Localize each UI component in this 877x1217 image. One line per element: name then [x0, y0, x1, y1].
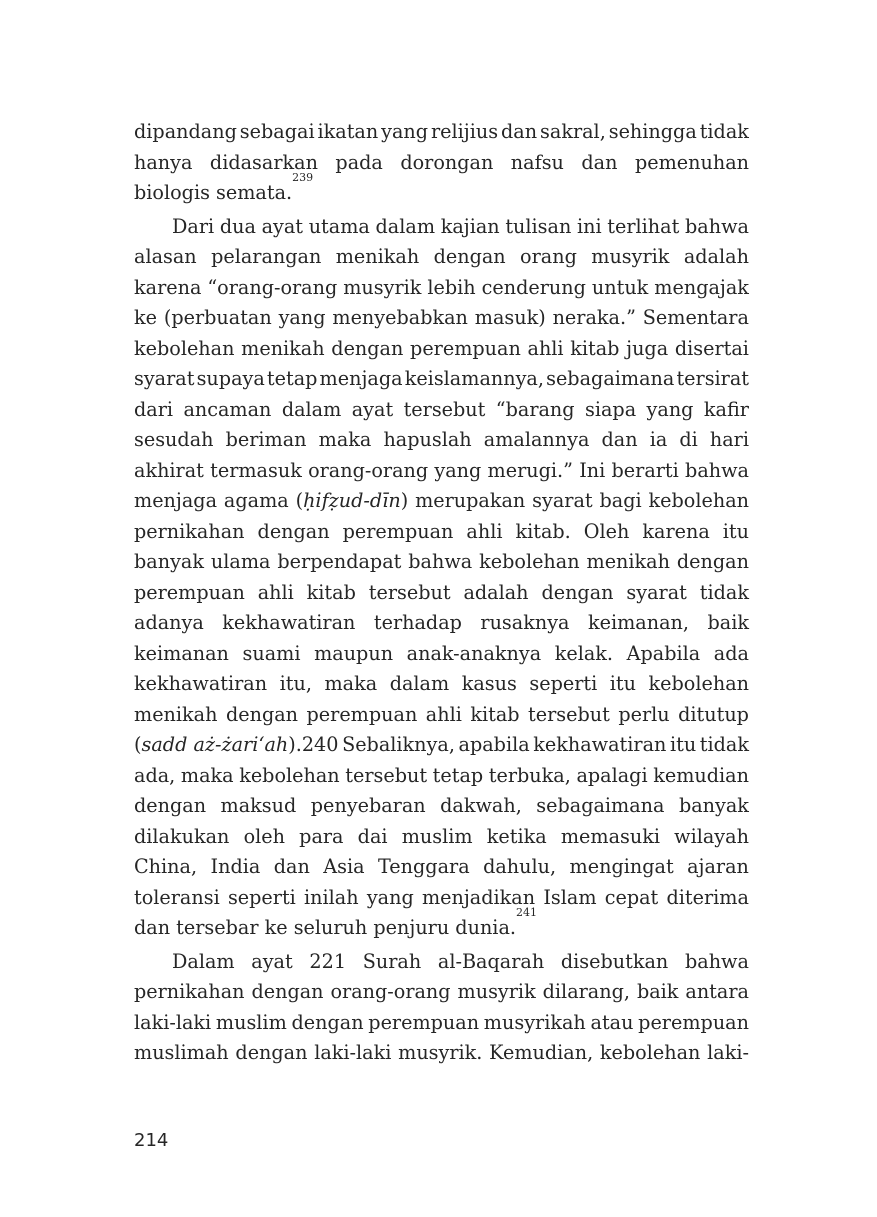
text-line: karena “orang-orang musyrik lebih cenderung untuk mengajak [134, 275, 749, 299]
text-line: laki-laki muslim dengan perempuan musyrikah atau perempuan [134, 1010, 749, 1034]
footnote-ref-239[interactable]: 239 [292, 171, 314, 184]
text-line: ada, maka kebolehan tersebut tetap terbuka, apalagi kemudian [134, 763, 749, 787]
text-line [134, 171, 749, 209]
text-line: toleransi seperti inilah yang menjadikan Islam cepat diterima [134, 885, 749, 909]
text-line: ke (perbuatan yang menyebabkan masuk) neraka.” Sementara [134, 306, 749, 329]
text-line: keimanan suami maupun anak-anaknya kelak. Apabila ada [134, 641, 749, 665]
italic-term: sadd aż-żari‘ah [141, 733, 289, 756]
body-text [134, 117, 749, 1069]
text-line: adanya kekhawatiran terhadap rusaknya keimanan, baik [134, 611, 749, 634]
text-line-with-italic: menjaga agama (ḥifẓud-dīn) merupakan syarat bagi kebolehan [134, 489, 749, 512]
text-line: hanya didasarkan pada dorongan nafsu dan pemenuhan [134, 150, 749, 174]
line-text: biologis semata. [134, 181, 293, 204]
text-line: syarat supaya tetap menjaga keislamannya, sebagaimana tersirat [134, 367, 749, 390]
text-line: kekhawatiran itu, maka dalam kasus seperti itu kebolehan [134, 672, 749, 695]
text-line: kebolehan menikah dengan perempuan ahli kitab juga disertai [134, 336, 749, 360]
text-line: dengan maksud penyebaran dakwah, sebagaimana banyak [134, 794, 749, 817]
footnote-ref-241[interactable]: 241 [515, 906, 537, 919]
text-line: pernikahan dengan perempuan ahli kitab. Oleh karena itu [134, 519, 749, 543]
text-line: perempuan ahli kitab tersebut adalah dengan syarat tidak [134, 580, 749, 604]
line-text: dan tersebar ke seluruh penjuru dunia. [134, 916, 516, 939]
text-line: Dalam ayat 221 Surah al-Baqarah disebutkan bahwa [172, 949, 749, 973]
italic-term: ḥifẓud-dīn [303, 489, 401, 512]
text-line: alasan pelarangan menikah dengan orang musyrik adalah [134, 245, 749, 268]
text-line: dipandang sebagai ikatan yang relijius dan sakral, sehingga tidak [134, 120, 749, 143]
text-line: Dari dua ayat utama dalam kajian tulisan ini terlihat bahwa [172, 214, 749, 238]
text-line: dari ancaman dalam ayat tersebut “barang siapa yang kafir [134, 397, 749, 421]
text-line: pernikahan dengan orang-orang musyrik dilarang, baik antara [134, 980, 749, 1003]
text-line: sesudah beriman maka hapuslah amalannya dan ia di hari [134, 428, 749, 451]
text-line: dilakukan oleh para dai muslim ketika memasuki wilayah [134, 824, 749, 848]
text-line: akhirat termasuk orang-orang yang merugi.” Ini berarti bahwa [134, 458, 749, 482]
text-line-with-italic-and-footnote: (sadd aż-żari‘ah).240 Sebaliknya, apabila kekhawatiran itu tidak [134, 733, 749, 756]
text-line: banyak ulama berpendapat bahwa kebolehan menikah dengan [134, 550, 749, 573]
text-line: menikah dengan perempuan ahli kitab tersebut perlu ditutup [134, 702, 749, 726]
text-line: China, India dan Asia Tenggara dahulu, mengingat ajaran [134, 855, 749, 878]
page-number: 214 [134, 1130, 169, 1151]
text-line: muslimah dengan laki-laki musyrik. Kemudian, kebolehan laki- [134, 1041, 749, 1064]
text-line [134, 906, 749, 944]
